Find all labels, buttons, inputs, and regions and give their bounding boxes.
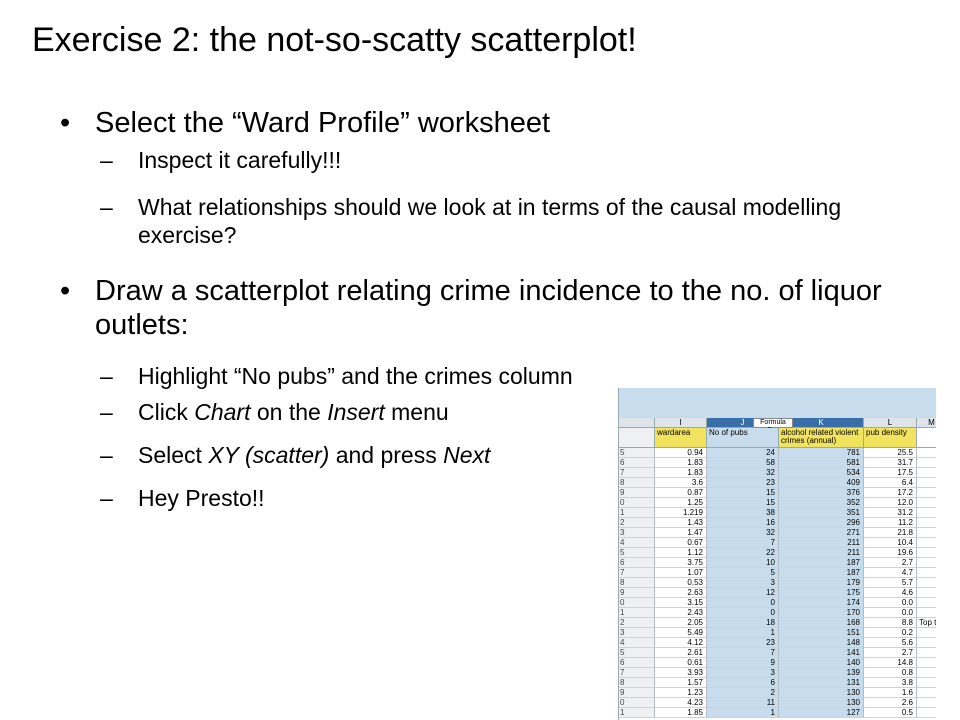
table-cell[interactable]: 352: [779, 498, 864, 508]
column-letter-i[interactable]: I: [655, 418, 707, 428]
table-cell[interactable]: [917, 688, 936, 698]
column-letter-l[interactable]: L: [864, 418, 917, 428]
table-cell[interactable]: 174: [779, 598, 864, 608]
table-row: [619, 618, 936, 628]
table-cell[interactable]: 1.12: [655, 548, 707, 558]
table-cell[interactable]: 130: [779, 688, 864, 698]
table-cell[interactable]: [917, 678, 936, 688]
row-number: 4: [619, 538, 655, 548]
table-cell[interactable]: 4.7: [864, 568, 917, 578]
table-cell[interactable]: 376: [779, 488, 864, 498]
table-cell[interactable]: 2.43: [655, 608, 707, 618]
row-number: 1: [619, 608, 655, 618]
table-cell[interactable]: [917, 508, 936, 518]
table-row: [619, 568, 936, 578]
table-cell[interactable]: [917, 578, 936, 588]
table-cell[interactable]: [917, 598, 936, 608]
table-row: [619, 698, 936, 708]
table-cell[interactable]: 1.57: [655, 678, 707, 688]
table-cell[interactable]: 1.47: [655, 528, 707, 538]
table-cell[interactable]: 31.7: [864, 458, 917, 468]
table-cell[interactable]: [917, 648, 936, 658]
sheet-header-cell[interactable]: wardarea: [655, 428, 707, 448]
text-run: menu: [384, 399, 449, 425]
table-cell[interactable]: 3.8: [864, 678, 917, 688]
table-cell[interactable]: [917, 628, 936, 638]
table-cell[interactable]: 1.219: [655, 508, 707, 518]
dash-marker: –: [100, 485, 113, 511]
table-cell[interactable]: 211: [779, 548, 864, 558]
table-cell[interactable]: 11.2: [864, 518, 917, 528]
table-cell[interactable]: 15: [707, 498, 779, 508]
table-cell[interactable]: 38: [707, 508, 779, 518]
row-number: 0: [619, 698, 655, 708]
table-cell[interactable]: [917, 448, 936, 458]
row-number: 9: [619, 688, 655, 698]
table-row: [619, 498, 936, 508]
text-run: Highlight “No pubs” and the crimes column: [138, 363, 573, 389]
table-cell[interactable]: 6: [707, 678, 779, 688]
table-cell[interactable]: 2.7: [864, 558, 917, 568]
bullet-text: Draw a scatterplot relating crime incidence to the no. of liquor outlets:: [95, 275, 882, 341]
table-cell[interactable]: 10.4: [864, 538, 917, 548]
text-run: What relationships should we look at in terms of the causal modelling exercise?: [138, 194, 842, 248]
table-cell[interactable]: 0.8: [864, 668, 917, 678]
dash-marker: –: [100, 399, 113, 425]
row-number: 0: [619, 598, 655, 608]
row-number: 3: [619, 628, 655, 638]
column-header-gutter: [619, 418, 655, 428]
table-cell[interactable]: [917, 478, 936, 488]
table-row: [619, 668, 936, 678]
row-number: 7: [619, 668, 655, 678]
table-cell[interactable]: 139: [779, 668, 864, 678]
table-cell[interactable]: 3: [707, 578, 779, 588]
table-cell[interactable]: 3.75: [655, 558, 707, 568]
row-number: 7: [619, 568, 655, 578]
table-cell[interactable]: 211: [779, 538, 864, 548]
table-cell[interactable]: 0: [707, 598, 779, 608]
table-cell[interactable]: 22: [707, 548, 779, 558]
row-number: 1: [619, 508, 655, 518]
table-cell[interactable]: 3.93: [655, 668, 707, 678]
table-cell[interactable]: 0: [707, 608, 779, 618]
row-number: 6: [619, 658, 655, 668]
table-row: [619, 558, 936, 568]
table-cell[interactable]: [917, 668, 936, 678]
text-run: Inspect it carefully!!!: [138, 147, 342, 173]
table-cell[interactable]: 17.5: [864, 468, 917, 478]
sub-bullet-item: [100, 362, 860, 390]
dash-marker: –: [100, 194, 113, 220]
table-cell[interactable]: 1.07: [655, 568, 707, 578]
table-cell[interactable]: 23: [707, 638, 779, 648]
table-cell[interactable]: 8.8: [864, 618, 917, 628]
table-row: [619, 508, 936, 518]
table-cell[interactable]: 581: [779, 458, 864, 468]
table-cell[interactable]: 1.83: [655, 458, 707, 468]
table-cell[interactable]: 4.6: [864, 588, 917, 598]
table-row: [619, 458, 936, 468]
table-cell[interactable]: 11: [707, 698, 779, 708]
text-run: Insert: [327, 399, 385, 425]
table-cell[interactable]: 534: [779, 468, 864, 478]
table-cell[interactable]: 6.4: [864, 478, 917, 488]
table-cell[interactable]: [917, 588, 936, 598]
table-cell[interactable]: 31.2: [864, 508, 917, 518]
table-cell[interactable]: 187: [779, 568, 864, 578]
table-cell[interactable]: [917, 488, 936, 498]
column-letter-j[interactable]: J: [707, 418, 779, 428]
table-cell[interactable]: [917, 608, 936, 618]
table-cell[interactable]: 2.61: [655, 648, 707, 658]
table-cell[interactable]: 3: [707, 668, 779, 678]
table-cell[interactable]: 0.94: [655, 448, 707, 458]
table-cell[interactable]: 170: [779, 608, 864, 618]
table-cell[interactable]: 2.6: [864, 698, 917, 708]
table-cell[interactable]: 14.8: [864, 658, 917, 668]
sheet-header-cell[interactable]: alcohol related violent crimes (annual): [779, 428, 864, 448]
table-cell[interactable]: [917, 698, 936, 708]
table-row: [619, 678, 936, 688]
table-row: [619, 598, 936, 608]
table-cell[interactable]: 32: [707, 528, 779, 538]
table-cell[interactable]: 2.63: [655, 588, 707, 598]
table-cell[interactable]: 17.2: [864, 488, 917, 498]
slide-title: Exercise 2: the not-so-scatty scatterplot!: [32, 21, 637, 59]
table-cell[interactable]: 7: [707, 538, 779, 548]
table-cell[interactable]: 1: [707, 708, 779, 718]
table-row: [619, 608, 936, 618]
table-cell[interactable]: 1.83: [655, 468, 707, 478]
table-row: [619, 528, 936, 538]
table-cell[interactable]: 409: [779, 478, 864, 488]
table-cell[interactable]: [917, 518, 936, 528]
table-cell[interactable]: [917, 468, 936, 478]
formula-bar-label: Formula: [753, 418, 793, 428]
table-cell[interactable]: 0.0: [864, 598, 917, 608]
text-run: Chart: [194, 399, 251, 425]
table-cell[interactable]: [917, 708, 936, 718]
table-cell[interactable]: 781: [779, 448, 864, 458]
bullet-item: [60, 274, 920, 342]
table-cell[interactable]: [917, 458, 936, 468]
table-cell[interactable]: 2: [707, 688, 779, 698]
bullet-text: Select the “Ward Profile” worksheet: [95, 107, 551, 139]
table-cell[interactable]: 179: [779, 578, 864, 588]
text-run: Click: [138, 399, 195, 425]
table-cell[interactable]: 1.25: [655, 498, 707, 508]
sheet-header-cell[interactable]: No of pubs: [707, 428, 779, 448]
table-row: [619, 708, 936, 718]
row-number: 2: [619, 618, 655, 628]
text-run: Next: [443, 442, 491, 468]
table-cell[interactable]: 23: [707, 478, 779, 488]
sub-bullet-text: [138, 193, 860, 249]
table-cell[interactable]: [917, 558, 936, 568]
table-cell[interactable]: 2.7: [864, 648, 917, 658]
table-cell[interactable]: 141: [779, 648, 864, 658]
table-cell[interactable]: 1: [707, 628, 779, 638]
table-cell[interactable]: [917, 568, 936, 578]
sub-bullet-text: [138, 362, 860, 390]
table-cell[interactable]: [917, 528, 936, 538]
table-cell[interactable]: 5.7: [864, 578, 917, 588]
table-cell[interactable]: 10: [707, 558, 779, 568]
table-cell[interactable]: 5.6: [864, 638, 917, 648]
table-row: [619, 628, 936, 638]
sub-bullet-item: [100, 146, 860, 174]
table-cell[interactable]: 1.43: [655, 518, 707, 528]
table-cell[interactable]: [917, 498, 936, 508]
table-row: [619, 588, 936, 598]
row-number: 8: [619, 678, 655, 688]
table-cell[interactable]: 58: [707, 458, 779, 468]
table-cell[interactable]: 271: [779, 528, 864, 538]
column-letter-k[interactable]: K: [779, 418, 864, 428]
row-number: 2: [619, 518, 655, 528]
table-cell[interactable]: 4.23: [655, 698, 707, 708]
table-row: [619, 658, 936, 668]
table-cell[interactable]: [917, 548, 936, 558]
table-row: [619, 468, 936, 478]
table-cell[interactable]: 3.6: [655, 478, 707, 488]
table-cell[interactable]: 15: [707, 488, 779, 498]
dash-marker: –: [100, 147, 113, 173]
row-number: 3: [619, 528, 655, 538]
row-number: 7: [619, 468, 655, 478]
spreadsheet-toolbar: [619, 388, 936, 418]
table-cell[interactable]: 296: [779, 518, 864, 528]
table-row: [619, 488, 936, 498]
spreadsheet-screenshot: [618, 388, 936, 720]
row-number: 5: [619, 448, 655, 458]
table-row: [619, 578, 936, 588]
table-cell[interactable]: 2.05: [655, 618, 707, 628]
table-cell[interactable]: 0.0: [864, 608, 917, 618]
row-number: 4: [619, 638, 655, 648]
text-run: Select: [138, 442, 209, 468]
table-cell[interactable]: 0.67: [655, 538, 707, 548]
table-row: [619, 478, 936, 488]
table-cell[interactable]: 5: [707, 568, 779, 578]
bullet-marker: •: [60, 107, 71, 139]
text-run: and press: [329, 442, 444, 468]
table-row: [619, 638, 936, 648]
table-cell[interactable]: 21.8: [864, 528, 917, 538]
dash-marker: –: [100, 363, 113, 389]
table-cell[interactable]: 25.5: [864, 448, 917, 458]
row-number: 9: [619, 588, 655, 598]
table-cell[interactable]: 0.2: [864, 628, 917, 638]
bullet-marker: •: [60, 275, 71, 307]
text-run: Hey Presto!!: [138, 485, 265, 511]
table-cell[interactable]: 0.61: [655, 658, 707, 668]
table-cell[interactable]: 140: [779, 658, 864, 668]
table-cell[interactable]: 7: [707, 648, 779, 658]
table-cell[interactable]: [917, 658, 936, 668]
table-cell[interactable]: 168: [779, 618, 864, 628]
table-cell[interactable]: 9: [707, 658, 779, 668]
table-cell[interactable]: 12.0: [864, 498, 917, 508]
row-number: 0: [619, 498, 655, 508]
table-row: [619, 548, 936, 558]
table-row: [619, 518, 936, 528]
table-row: [619, 688, 936, 698]
table-cell[interactable]: 187: [779, 558, 864, 568]
table-cell[interactable]: 4.12: [655, 638, 707, 648]
table-cell[interactable]: 127: [779, 708, 864, 718]
sheet-header-cell[interactable]: pub density: [864, 428, 917, 448]
table-cell[interactable]: 175: [779, 588, 864, 598]
column-letter-m[interactable]: M: [917, 418, 936, 428]
sheet-header-cell[interactable]: [917, 428, 936, 448]
table-cell[interactable]: 351: [779, 508, 864, 518]
row-number: 8: [619, 478, 655, 488]
table-cell[interactable]: 130: [779, 698, 864, 708]
table-cell[interactable]: 151: [779, 628, 864, 638]
table-cell[interactable]: 1.85: [655, 708, 707, 718]
row-number: 8: [619, 578, 655, 588]
table-row: [619, 538, 936, 548]
table-cell[interactable]: 24: [707, 448, 779, 458]
table-cell[interactable]: 0.87: [655, 488, 707, 498]
table-cell[interactable]: 1.6: [864, 688, 917, 698]
table-cell[interactable]: [917, 638, 936, 648]
table-cell[interactable]: 12: [707, 588, 779, 598]
sub-bullet-item: [100, 193, 860, 249]
table-cell[interactable]: 1.23: [655, 688, 707, 698]
header-row-gutter: [619, 428, 655, 448]
sub-bullet-text: [138, 146, 860, 174]
table-cell[interactable]: 131: [779, 678, 864, 688]
table-cell[interactable]: 3.15: [655, 598, 707, 608]
table-cell[interactable]: 5.49: [655, 628, 707, 638]
table-cell[interactable]: 148: [779, 638, 864, 648]
table-cell[interactable]: [917, 538, 936, 548]
row-number: 1: [619, 708, 655, 718]
table-row: [619, 648, 936, 658]
row-number: 9: [619, 488, 655, 498]
table-cell[interactable]: 0.5: [864, 708, 917, 718]
row-number: 6: [619, 558, 655, 568]
row-number: 5: [619, 648, 655, 658]
text-run: XY (scatter): [208, 442, 330, 468]
row-number: 6: [619, 458, 655, 468]
table-cell[interactable]: 32: [707, 468, 779, 478]
row-number: 5: [619, 548, 655, 558]
bullet-item: [60, 106, 920, 140]
text-run: on the: [250, 399, 328, 425]
table-cell[interactable]: 18: [707, 618, 779, 628]
table-cell[interactable]: Top t: [917, 618, 936, 628]
table-cell[interactable]: 0.53: [655, 578, 707, 588]
dash-marker: –: [100, 442, 113, 468]
table-cell[interactable]: 19.6: [864, 548, 917, 558]
table-row: [619, 448, 936, 458]
table-cell[interactable]: 16: [707, 518, 779, 528]
